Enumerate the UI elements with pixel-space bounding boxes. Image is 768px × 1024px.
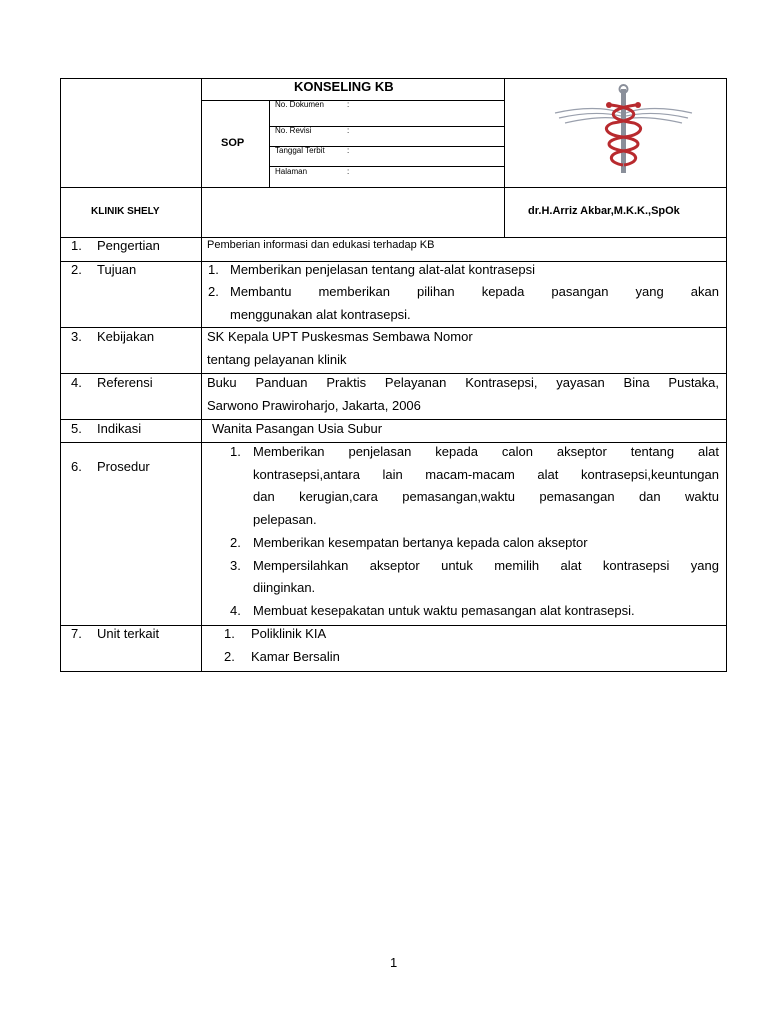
red-crescent-logo [75,102,155,176]
row-label-indikasi: Indikasi [97,421,142,436]
revision-colon: : [347,126,350,135]
prosedur-item-text-continued: dan kerugian,cara pemasangan,waktu pemasangan dan waktu [253,489,719,504]
clinic-name: KLINIK SHELY [91,206,160,217]
prosedur-item-text-continued: diinginkan. [253,580,316,595]
row-number-kebijakan: 3. [71,329,82,344]
row-label-unit: Unit terkait [97,626,160,641]
row-label-pengertian: Pengertian [97,238,160,253]
row-label-tujuan: Tujuan [97,262,137,277]
tujuan-item-number: 2. [208,284,219,299]
row-label-prosedur: Prosedur [97,459,150,474]
doctor-name: dr.H.Arriz Akbar,M.K.K.,SpOk [528,205,680,217]
referensi-text: Buku Panduan Praktis Pelayanan Kontrasepsi, yayasan Bina Pustaka, [207,375,719,390]
tujuan-item-text: Memberikan penjelasan tentang alat-alat kontrasepsi [230,262,535,277]
prosedur-item-text: Memberikan penjelasan kepada calon akseptor tentang alat [253,444,719,459]
prosedur-item-number: 4. [230,603,241,618]
tujuan-item-number: 1. [208,262,219,277]
pengertian-text: Pemberian informasi dan edukasi terhadap KB [207,239,435,251]
kebijakan-text: SK Kepala UPT Puskesmas Sembawa Nomor [207,329,473,344]
row-number-referensi: 4. [71,375,82,390]
indikasi-text: Wanita Pasangan Usia Subur [212,421,383,436]
unit-item-text: Poliklinik KIA [251,626,327,641]
prosedur-item-text-continued: kontrasepsi,antara lain macam-macam alat kontrasepsi,keuntungan [253,467,719,482]
row-number-unit: 7. [71,626,82,641]
row-number-pengertian: 1. [71,238,82,253]
prosedur-item-text: Membuat kesepakatan untuk waktu pemasangan alat kontrasepsi. [253,603,635,618]
kebijakan-text-continued: tentang pelayanan klinik [207,352,347,367]
row-label-kebijakan: Kebijakan [97,329,155,344]
page-number: 1 [390,955,398,970]
doc-number-label: No. Dokumen [275,100,324,109]
unit-item-number: 1. [224,626,235,641]
doc-number-colon: : [347,100,350,109]
unit-item-text: Kamar Bersalin [251,649,340,664]
issued-date-colon: : [347,146,350,155]
prosedur-item-text: Mempersilahkan akseptor untuk memilih alat kontrasepsi yang [253,558,719,573]
page-label: Halaman [275,167,308,176]
row-number-indikasi: 5. [71,421,82,436]
prosedur-item-text-continued: pelepasan. [253,512,317,527]
prosedur-item-number: 1. [230,444,241,459]
row-number-tujuan: 2. [71,262,82,277]
prosedur-item-number: 3. [230,558,241,573]
row-number-prosedur: 6. [71,459,82,474]
tujuan-item-text: Membantu memberikan pilihan kepada pasangan yang akan [230,284,719,299]
page-colon: : [347,167,350,176]
sop-label: SOP [221,137,245,149]
row-label-referensi: Referensi [97,375,153,390]
tujuan-item-text-continued: menggunakan alat kontrasepsi. [230,307,411,322]
issued-date-label: Tanggal Terbit [275,146,325,155]
revision-label: No. Revisi [275,126,312,135]
unit-item-number: 2. [224,649,235,664]
referensi-text-continued: Sarwono Prawiroharjo, Jakarta, 2006 [207,398,421,413]
document-title: KONSELING KB [294,79,394,94]
prosedur-item-number: 2. [230,535,241,550]
medical-caduceus-logo [551,83,696,176]
prosedur-item-text: Memberikan kesempatan bertanya kepada calon akseptor [253,535,588,550]
